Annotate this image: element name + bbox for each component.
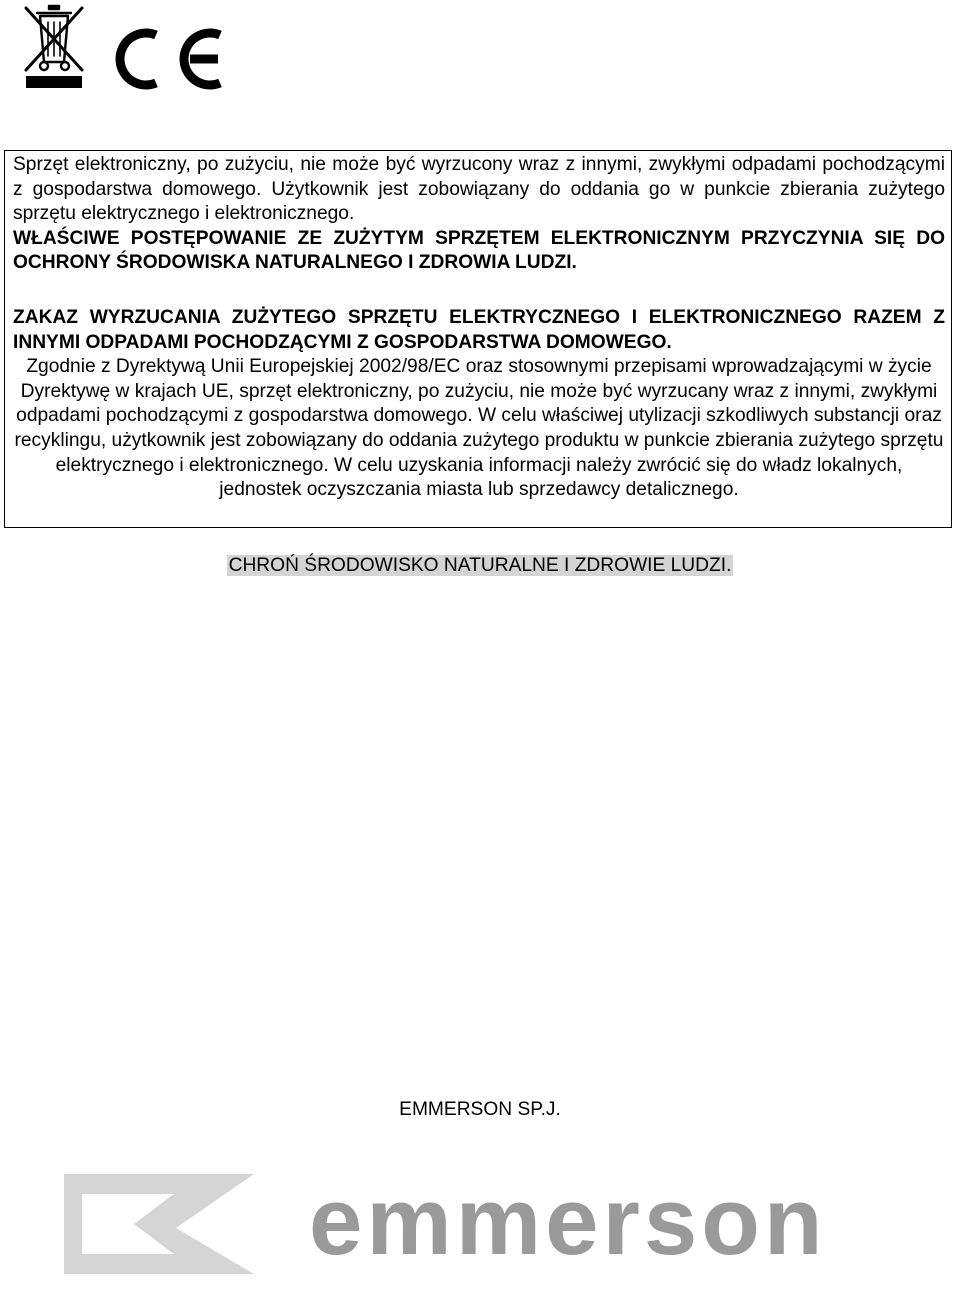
company-name: EMMERSON SP.J.	[399, 1099, 561, 1120]
weee-bin-icon	[22, 4, 86, 90]
slogan-text: CHROŃ ŚRODOWISKO NATURALNE I ZDROWIE LUDZI.	[228, 555, 732, 576]
logo-wordmark: emmerson	[309, 1172, 827, 1275]
notice-warning: WŁAŚCIWE POSTĘPOWANIE ZE ZUŻYTYM SPRZĘTEM ELEKTRONICZNYM PRZYCZYNIA SIĘ DO OCHRONY ŚRODOWISKA NATURALNEGO I ZDROWIA LUDZI.	[13, 227, 945, 274]
emmerson-logo	[64, 1172, 894, 1276]
notice-directive: Zgodnie z Dyrektywą Unii Europejskiej 2002/98/EC oraz stosownymi przepisami wprowadzającymi w życie Dyrektywę w krajach UE, sprzęt elektroniczny, po zużyciu, nie może być wyrzucany wraz z innymi, zwykłymi odpadami pochodzącymi z gospodarstwa domowego. W celu właściwej utylizacji szkodliwych substancji oraz recyklingu, użytkownik jest zobowiązany do oddania zużytego produktu w punkcie zbierania zużytego sprzętu elektrycznego i elektronicznego. W celu uzyskania informacji należy zwrócić się do władz lokalnych, jednostek oczyszczania miasta lub sprzedawcy detalicznego.	[14, 356, 944, 501]
ce-mark-label: CE	[104, 26, 106, 27]
weee-notice-box	[4, 150, 952, 528]
slogan	[0, 554, 960, 578]
notice-intro: Sprzęt elektroniczny, po zużyciu, nie może być wyrzucony wraz z innymi, zwykłymi odpadami pochodzącymi z gospodarstwa domowego. Użytkownik jest zobowiązany do oddania go w punkcie zbierania zużytego sprzętu elektrycznego i elektronicznego.	[13, 154, 945, 225]
notice-ban: ZAKAZ WYRZUCANIA ZUŻYTEGO SPRZĘTU ELEKTRYCZNEGO I ELEKTRONICZNEGO RAZEM Z INNYMI ODPADAMI POCHODZĄCYMI Z GOSPODARSTWA DOMOWEGO.	[13, 306, 945, 353]
ce-mark-icon	[104, 26, 228, 92]
